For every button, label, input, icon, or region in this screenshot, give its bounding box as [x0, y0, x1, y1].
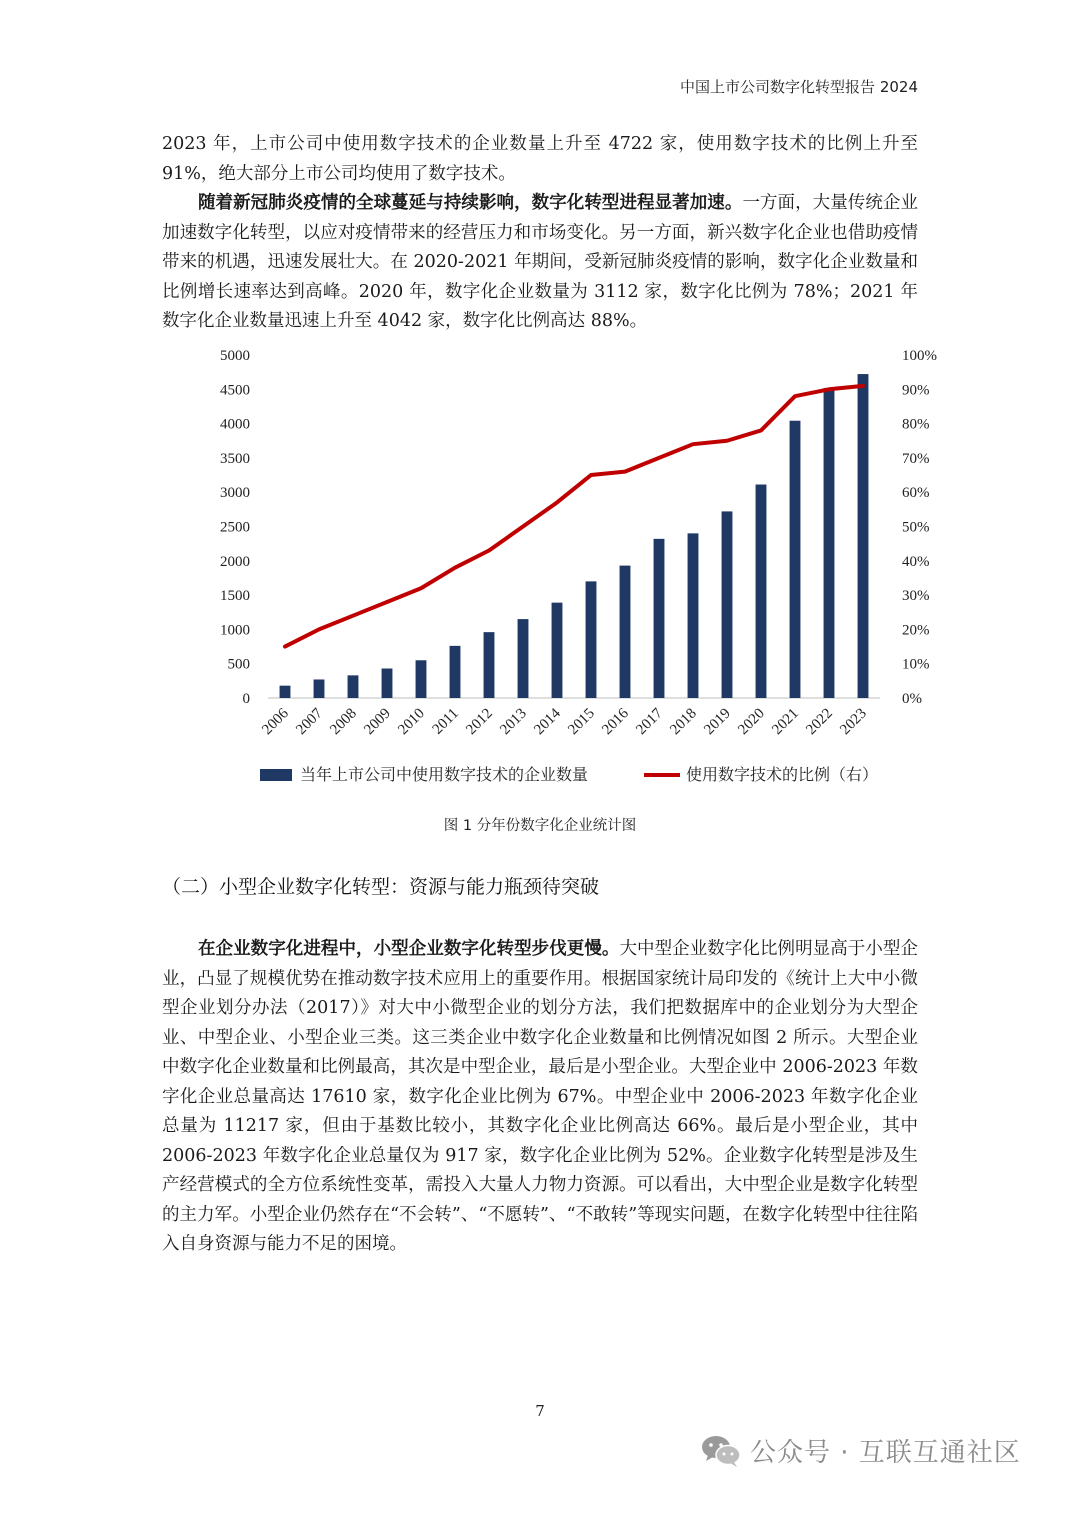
watermark-text: 公众号 · 互联互通社区	[750, 1438, 1021, 1468]
x-axis-tick-label: 2021	[769, 705, 802, 739]
paragraph-3-lead: 在企业数字化进程中，小型企业数字化转型步伐更慢。	[198, 939, 620, 959]
bar	[586, 581, 597, 698]
paragraph-2	[162, 189, 918, 337]
ratio-line	[285, 386, 863, 647]
left-axis-tick-label: 0	[242, 691, 250, 707]
x-axis-tick-label: 2016	[599, 705, 632, 739]
right-axis-tick-label: 80%	[902, 416, 930, 433]
bar	[314, 679, 325, 698]
left-axis-tick-label: 5000	[220, 348, 250, 364]
x-axis-tick-label: 2023	[837, 705, 870, 739]
digitalization-chart	[200, 340, 960, 800]
wechat-icon	[700, 1433, 742, 1469]
paragraph-3	[162, 935, 918, 1260]
paragraph-3-body: 大中型企业数字化比例明显高于小型企业，凸显了规模优势在推动数字技术应用上的重要作用。根据国家统计局印发的《统计上大中小微型企业划分办法（2017）》对大中小微型企业的划分方法，我们把数据库中的企业划分为大型企业、中型企业、小型企业三类。这三类企业中数字化企业数量和比例情况如图 2 所示。大型企业中数字化企业数量和比例最高，其次是中型企业，最后是小型企业。大型企业中 2006-2023 年数字化企业总量高达 17610 家，数字化企业比例为 67%。中型企业中 2006-2023 年数字化企业总量为 11217 家，但由于基数比较小，其数字化企业比例高达 66%。最后是小型企业，其中 2006-2023 年数字化企业总量仅为 917 家，数字化企业比例为 52%。企业数字化转型是涉及生产经营模式的全方位系统性变革，需投入大量人力物力资源。可以看出，大中型企业是数字化转型的主力军。小型企业仍然存在“不会转”、“不愿转”、“不敢转”等现实问题，在数字化转型中往往陷入自身资源与能力不足的困境。	[162, 939, 918, 1254]
bar	[416, 660, 427, 698]
right-axis-tick-label: 20%	[902, 622, 930, 639]
left-axis-tick-label: 3000	[220, 485, 250, 502]
legend-bar-swatch	[260, 769, 292, 781]
bar	[620, 566, 631, 698]
bar	[858, 374, 869, 698]
figure-caption: 图 1 分年份数字化企业统计图	[443, 818, 637, 834]
bar	[280, 686, 291, 698]
x-axis-tick-label: 2014	[531, 705, 564, 739]
x-axis-tick-label: 2008	[327, 705, 360, 739]
x-axis-tick-label: 2011	[429, 705, 462, 738]
right-axis-tick-label: 70%	[902, 450, 930, 467]
x-axis-tick-label: 2010	[395, 705, 428, 739]
bar	[348, 675, 359, 698]
x-axis-tick-label: 2012	[463, 705, 496, 739]
left-axis-tick-label: 4000	[220, 416, 250, 433]
left-axis-tick-label: 500	[227, 656, 250, 673]
bar	[756, 485, 767, 698]
bar	[688, 533, 699, 698]
x-axis-tick-label: 2022	[803, 705, 836, 739]
left-axis-tick-label: 3500	[220, 450, 250, 467]
bar	[484, 632, 495, 698]
x-axis-tick-label: 2019	[701, 705, 734, 739]
legend-bar-label: 当年上市公司中使用数字技术的企业数量	[300, 765, 589, 784]
bar	[654, 539, 665, 698]
bar	[552, 603, 563, 698]
right-axis-tick-label: 50%	[902, 519, 930, 536]
bar	[518, 619, 529, 698]
left-axis-tick-label: 2000	[220, 553, 250, 570]
bar	[790, 421, 801, 698]
right-axis-tick-label: 40%	[902, 553, 930, 570]
paragraph-2-lead: 随着新冠肺炎疫情的全球蔓延与持续影响，数字化转型进程显著加速。	[198, 193, 743, 213]
left-axis-tick-label: 4500	[220, 382, 250, 399]
paragraph-1: 2023 年，上市公司中使用数字技术的企业数量上升至 4722 家，使用数字技术的比例上升至 91%，绝大部分上市公司均使用了数字技术。	[162, 134, 918, 184]
right-axis-tick-label: 100%	[902, 348, 937, 364]
right-axis-tick-label: 90%	[902, 382, 930, 399]
report-header: 中国上市公司数字化转型报告 2024	[680, 78, 918, 96]
x-axis-tick-label: 2007	[293, 705, 326, 739]
page-number: 7	[535, 1402, 545, 1420]
bar	[824, 388, 835, 698]
legend-line-label: 使用数字技术的比例（右）	[686, 765, 879, 784]
right-axis-tick-label: 0%	[902, 691, 922, 707]
x-axis-tick-label: 2013	[497, 705, 530, 739]
x-axis-tick-label: 2015	[565, 705, 598, 739]
bar	[450, 646, 461, 698]
x-axis-tick-label: 2018	[667, 705, 700, 739]
x-axis-tick-label: 2017	[633, 705, 666, 739]
right-axis-tick-label: 60%	[902, 485, 930, 502]
section-title: （二）小型企业数字化转型：资源与能力瓶颈待突破	[162, 876, 600, 898]
watermark	[700, 1432, 1021, 1469]
right-axis-tick-label: 10%	[902, 656, 930, 673]
bar	[382, 669, 393, 698]
left-axis-tick-label: 1500	[220, 588, 250, 605]
left-axis-tick-label: 1000	[220, 622, 250, 639]
paragraph-2-body: 一方面，大量传统企业加速数字化转型，以应对疫情带来的经营压力和市场变化。另一方面，新兴数字化企业也借助疫情带来的机遇，迅速发展壮大。在 2020-2021 年期间，受新冠肺炎疫情的影响，数字化企业数量和比例增长速率达到高峰。2020 年，数字化企业数量为 3112 家，数字化比例为 78%；2021 年数字化企业数量迅速上升至 4042 家，数字化比例高达 88%。	[162, 193, 918, 331]
bar	[722, 511, 733, 698]
right-axis-tick-label: 30%	[902, 588, 930, 605]
x-axis-tick-label: 2006	[259, 705, 292, 739]
x-axis-tick-label: 2009	[361, 705, 394, 739]
x-axis-tick-label: 2020	[735, 705, 768, 739]
left-axis-tick-label: 2500	[220, 519, 250, 536]
